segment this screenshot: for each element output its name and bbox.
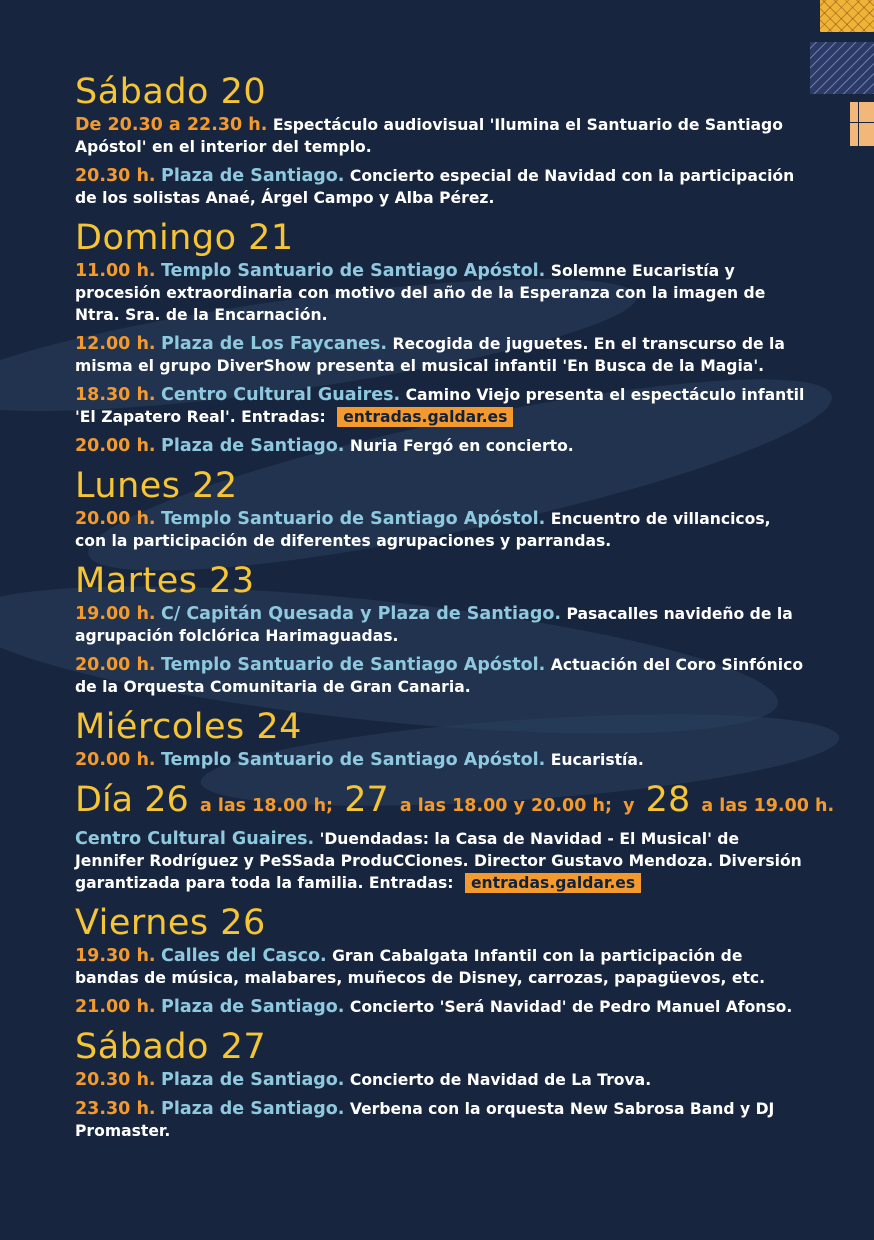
event-time: 20.00 h. <box>75 509 156 529</box>
event-description: Nuria Fergó en concierto. <box>349 437 574 455</box>
event-description: 'Duendadas: la Casa de Navidad - El Musical' de Jennifer Rodríguez y PeSSada ProduCCiones. Director Gustavo Mendoza. Diversión garantizada para toda la familia. Entradas: <box>75 830 802 892</box>
special-connector: y <box>623 796 635 816</box>
event <box>75 749 805 771</box>
event-description: Recogida de juguetes. En el transcurso de la misma el grupo DiverShow presenta el musical infantil 'En Busca de la Magia'. <box>75 335 785 375</box>
event-time: 19.00 h. <box>75 604 156 624</box>
special-date: Día 26 <box>75 780 189 820</box>
event-place: Templo Santuario de Santiago Apóstol. <box>161 509 546 529</box>
event-place: Centro Cultural Guaires. <box>161 385 401 405</box>
event-time: 11.00 h. <box>75 261 156 281</box>
event-place: Plaza de Santiago. <box>161 436 345 456</box>
day-title: Sábado 27 <box>75 1027 267 1067</box>
decorative-pattern-navy <box>810 42 874 94</box>
event-place: Templo Santuario de Santiago Apóstol. <box>161 750 546 770</box>
day-title: Domingo 21 <box>75 218 294 258</box>
event-time: 20.00 h. <box>75 655 156 675</box>
event <box>75 435 805 457</box>
event <box>75 1069 805 1091</box>
event <box>75 114 805 158</box>
day-title: Martes 23 <box>75 561 255 601</box>
event-place: Templo Santuario de Santiago Apóstol. <box>161 261 546 281</box>
event <box>75 828 805 894</box>
event-description: Concierto especial de Navidad con la participación de los solistas Anaé, Árgel Campo y Alba Pérez. <box>75 167 795 207</box>
program-content <box>75 70 835 1149</box>
event-place: Templo Santuario de Santiago Apóstol. <box>161 655 546 675</box>
event-place: Plaza de Santiago. <box>161 997 345 1017</box>
event <box>75 165 805 209</box>
event-time: 12.00 h. <box>75 334 156 354</box>
event-place: Plaza de Santiago. <box>161 166 345 186</box>
event <box>75 945 805 989</box>
event-description: Gran Cabalgata Infantil con la participación de bandas de música, malabares, muñecos de Disney, carrozas, papagüevos, etc. <box>75 947 766 987</box>
event-time: 20.30 h. <box>75 166 156 186</box>
event <box>75 1098 805 1142</box>
event-place: C/ Capitán Quesada y Plaza de Santiago. <box>161 604 562 624</box>
special-time: a las 18.00 h; <box>199 796 334 816</box>
event-time: 18.30 h. <box>75 385 156 405</box>
special-date: 28 <box>645 780 691 820</box>
event-description: Concierto de Navidad de La Trova. <box>349 1071 652 1089</box>
special-time: a las 18.00 y 20.00 h; <box>399 796 612 816</box>
event-time: 21.00 h. <box>75 997 156 1017</box>
day-title: Lunes 22 <box>75 466 238 506</box>
event-description: Pasacalles navideño de la agrupación folclórica Harimaguadas. <box>75 605 793 645</box>
day-title: Viernes 26 <box>75 903 266 943</box>
event <box>75 996 805 1018</box>
event-place: Plaza de Santiago. <box>161 1099 345 1119</box>
event <box>75 603 805 647</box>
day-title: Miércoles 24 <box>75 707 302 747</box>
event-description: Eucaristía. <box>550 751 644 769</box>
event-place: Plaza de Santiago. <box>161 1070 345 1090</box>
day-title: Sábado 20 <box>75 72 267 112</box>
special-date: 27 <box>344 780 389 820</box>
event-time: 20.00 h. <box>75 436 156 456</box>
event-time: 19.30 h. <box>75 946 156 966</box>
tickets-link[interactable]: entradas.galdar.es <box>465 873 641 893</box>
event <box>75 333 805 377</box>
event <box>75 654 805 698</box>
event-description: Camino Viejo presenta el espectáculo infantil 'El Zapatero Real'. Entradas: <box>75 386 805 426</box>
event-place: Centro Cultural Guaires. <box>75 829 315 849</box>
event-description: Solemne Eucaristía y procesión extraordinaria con motivo del año de la Esperanza con la imagen de Ntra. Sra. de la Encarnación. <box>75 262 766 324</box>
event-time: De 20.30 a 22.30 h. <box>75 115 268 135</box>
event <box>75 508 805 552</box>
special-dates-heading <box>75 778 835 828</box>
event-place: Calles del Casco. <box>161 946 327 966</box>
event-description: Actuación del Coro Sinfónico de la Orquesta Comunitaria de Gran Canaria. <box>75 656 804 696</box>
event-description: Espectáculo audiovisual 'Ilumina el Santuario de Santiago Apóstol' en el interior del templo. <box>75 116 783 156</box>
event <box>75 384 805 428</box>
event-time: 20.00 h. <box>75 750 156 770</box>
event-description: Encuentro de villancicos, con la participación de diferentes agrupaciones y parrandas. <box>75 510 771 550</box>
decorative-pattern-peach <box>850 102 874 146</box>
event-description: Verbena con la orquesta New Sabrosa Band y DJ Promaster. <box>75 1100 775 1140</box>
decorative-pattern-gold <box>820 0 874 32</box>
special-time: a las 19.00 h. <box>701 796 835 816</box>
event <box>75 260 805 326</box>
event-time: 20.30 h. <box>75 1070 156 1090</box>
event-time: 23.30 h. <box>75 1099 156 1119</box>
event-description: Concierto 'Será Navidad' de Pedro Manuel Afonso. <box>349 998 793 1016</box>
tickets-link[interactable]: entradas.galdar.es <box>337 407 513 427</box>
event-place: Plaza de Los Faycanes. <box>161 334 388 354</box>
